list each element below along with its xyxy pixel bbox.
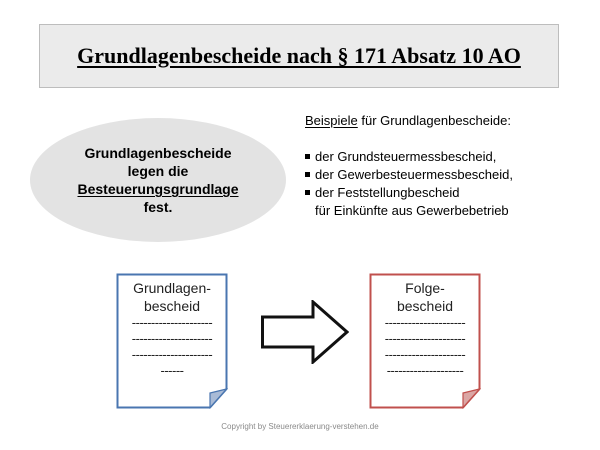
dash-line: --------------------- (131, 315, 213, 330)
list-item-text: der Grundsteuermessbescheid, (315, 149, 497, 164)
bullet-icon (305, 172, 310, 177)
examples-heading-underlined: Beispiele (305, 113, 358, 128)
dash-line: --------------------- (384, 347, 466, 362)
definition-line-3: Besteuerungsgrundlage (77, 181, 239, 197)
document-text (116, 279, 228, 379)
bullet-icon (305, 190, 310, 195)
examples-heading (305, 112, 595, 130)
dash-line: --------------------- (384, 315, 466, 330)
list-item (305, 166, 595, 184)
definition-line-4: fest. (143, 199, 173, 215)
document-title-line-2: bescheid (143, 298, 201, 314)
folgebescheid-document (369, 273, 481, 409)
document-text (369, 279, 481, 379)
dash-line: ------ (160, 363, 184, 378)
bullet-icon (305, 154, 310, 159)
right-arrow-icon (261, 300, 349, 364)
list-item (305, 184, 595, 202)
list-item-text: der Gewerbesteuermessbescheid, (315, 167, 513, 182)
document-title-line-2: bescheid (396, 298, 454, 314)
definition-line-1: Grundlagenbescheide (84, 145, 232, 161)
document-title-line-1: Grundlagen- (133, 280, 211, 296)
copyright-text: Copyright by Steuererklaerung-verstehen.de (221, 422, 379, 431)
list-item-text: der Feststellungbescheid (315, 185, 460, 200)
title-box (39, 24, 559, 88)
dash-line: -------------------- (386, 363, 464, 378)
list-item-continuation: für Einkünfte aus Gewerbebetrieb (315, 203, 509, 218)
dash-line: --------------------- (131, 331, 213, 346)
definition-ellipse (30, 118, 286, 242)
definition-line-2: legen die (127, 163, 189, 179)
list-item (305, 148, 595, 166)
definition-text (77, 144, 238, 216)
page-title: Grundlagenbescheide nach § 171 Absatz 10 AO (77, 43, 521, 68)
examples-block (305, 112, 595, 220)
document-title-line-1: Folge- (405, 280, 445, 296)
grundlagenbescheid-document (116, 273, 228, 409)
dash-line: --------------------- (384, 331, 466, 346)
examples-heading-rest: für Grundlagenbescheide: (357, 113, 511, 128)
dash-line: --------------------- (131, 347, 213, 362)
